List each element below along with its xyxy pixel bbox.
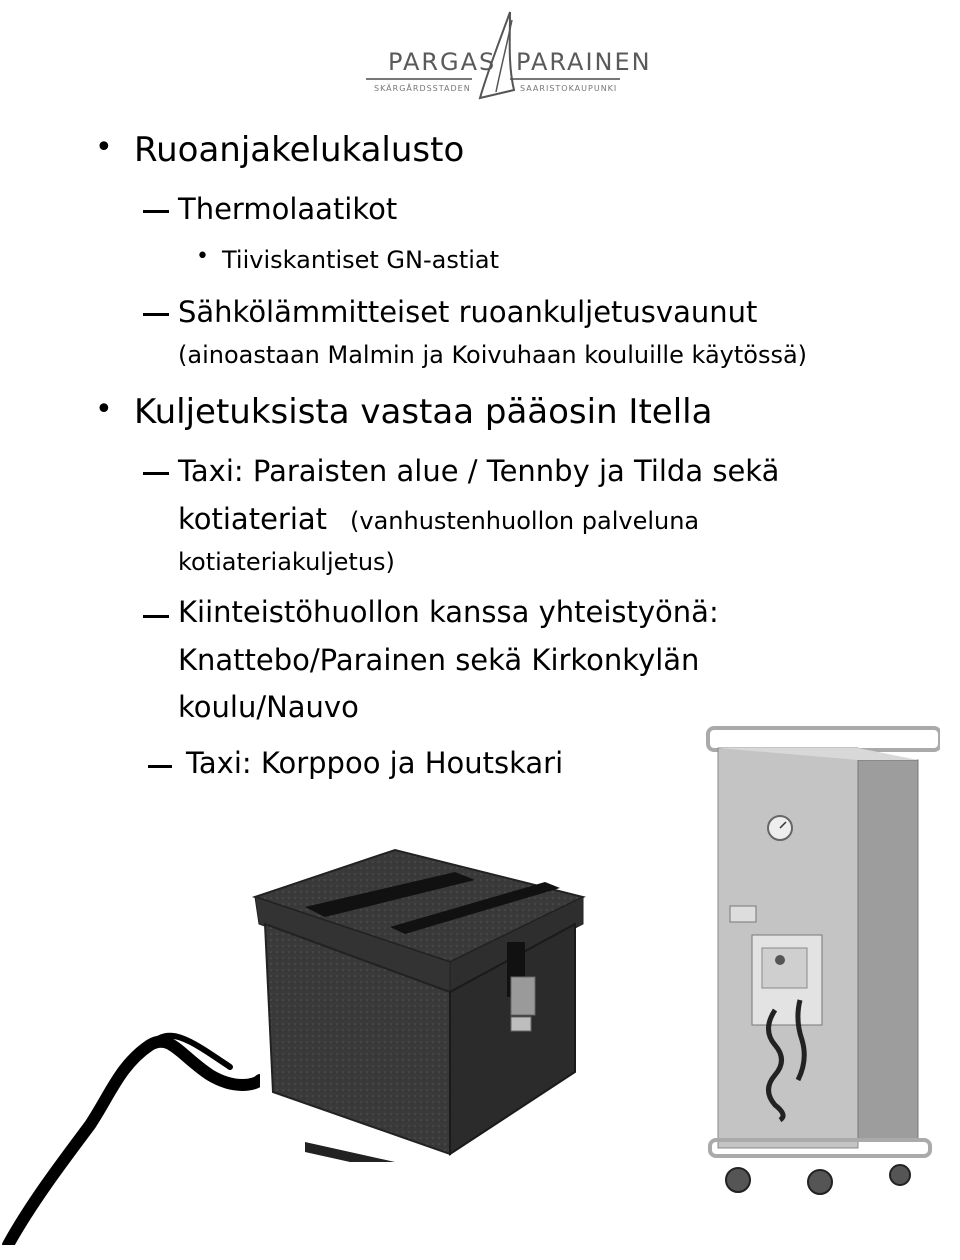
bullet-1-text: Ruoanjakelukalusto bbox=[134, 130, 465, 170]
sub-4-line-3: koulu/Nauvo bbox=[178, 690, 359, 724]
sail-icon bbox=[360, 10, 630, 102]
thermobox-image bbox=[245, 842, 605, 1162]
logo-right-word: PARAINEN bbox=[516, 48, 652, 76]
sub-1-1-text: Tiiviskantiset GN-astiat bbox=[222, 246, 500, 274]
logo-left-sub: SKÄRGÅRDSSTADEN bbox=[374, 84, 471, 93]
dash-4 bbox=[143, 615, 169, 618]
sub-5-text: Taxi: Korppoo ja Houtskari bbox=[186, 746, 564, 780]
logo-left-word: PARGAS bbox=[388, 48, 497, 76]
sub-4-line-2: Knattebo/Parainen sekä Kirkonkylän bbox=[178, 643, 700, 677]
bullet-2-text: Kuljetuksista vastaa pääosin Itella bbox=[134, 392, 713, 432]
sub-3-line-2b: (vanhustenhuollon palveluna bbox=[350, 507, 700, 535]
sub-2-line-1: Sähkölämmitteiset ruoankuljetusvaunut bbox=[178, 295, 758, 329]
bullet-1: • bbox=[95, 130, 113, 165]
sub-3-line-2a: kotiateriat bbox=[178, 502, 328, 536]
dash-3 bbox=[143, 472, 169, 475]
dash-5 bbox=[148, 765, 172, 768]
bullet-2: • bbox=[95, 392, 113, 427]
pargas-parainen-logo bbox=[360, 10, 652, 102]
sub-4-line-1: Kiinteistöhuollon kanssa yhteistyönä: bbox=[178, 595, 719, 629]
sub-2-line-2: (ainoastaan Malmin ja Koivuhaan kouluille käytössä) bbox=[178, 341, 808, 369]
dash-1 bbox=[143, 210, 169, 213]
bullet-1-1: • bbox=[196, 244, 209, 269]
sub-1-text: Thermolaatikot bbox=[178, 192, 398, 226]
sub-3-line-3: kotiateriakuljetus) bbox=[178, 548, 395, 576]
decorative-scribble bbox=[0, 1005, 260, 1245]
logo-right-sub: SAARISTOKAUPUNKI bbox=[520, 84, 618, 93]
trolley-image bbox=[700, 720, 940, 1260]
sub-3-line-1: Taxi: Paraisten alue / Tennby ja Tilda sekä bbox=[178, 454, 780, 488]
dash-2 bbox=[143, 313, 169, 316]
